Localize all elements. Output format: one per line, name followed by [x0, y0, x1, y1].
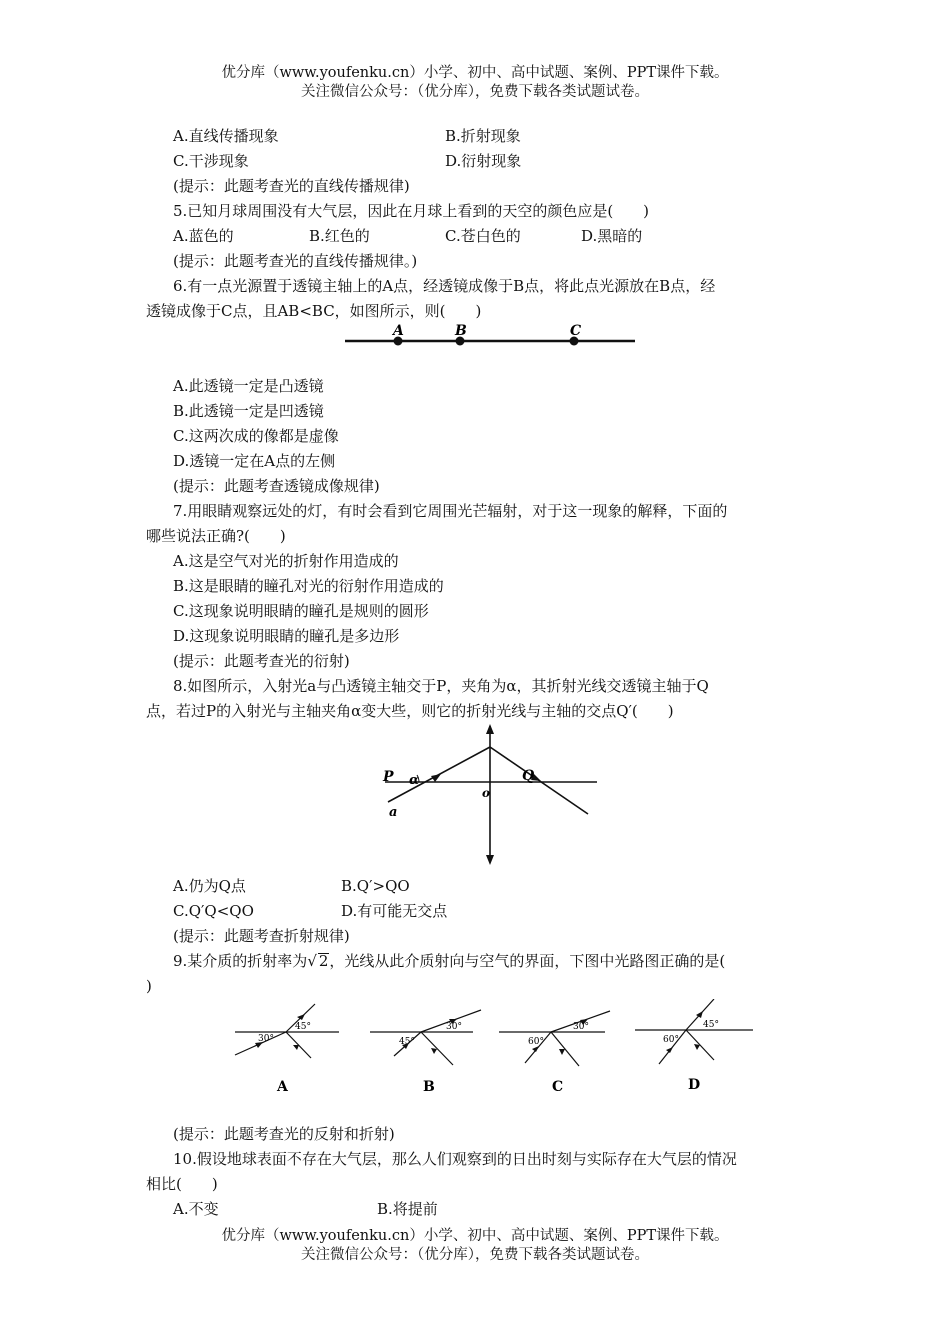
q9-b-reflected-ray — [421, 1032, 453, 1065]
q10-options-row — [173, 1197, 813, 1222]
q9-hint: (提示：此题考查光的反射和折射) — [173, 1125, 395, 1143]
q9-c-label: C — [552, 1079, 564, 1095]
q9-b-angle-right: 30° — [446, 1022, 462, 1032]
q8-option-b: B.Q′>QO — [341, 877, 410, 895]
q4-option-c: C.干涉现象 — [173, 152, 249, 170]
q9-b-label: B — [423, 1079, 435, 1095]
q8-label-o: o — [482, 786, 491, 800]
q9-stem-line-2: ) — [146, 977, 152, 995]
q9-a-arrow-2 — [297, 1014, 305, 1020]
q8-label-q: Q — [522, 768, 535, 784]
q7-option-a: A.这是空气对光的折射作用造成的 — [173, 552, 399, 570]
q9-d-angle-left: 60° — [663, 1035, 679, 1045]
q9-b-arrow-3 — [431, 1048, 437, 1054]
q9-figure — [173, 999, 813, 1122]
q9-stem-after: ，光线从此介质射向与空气的界面，下图中光路图正确的是( — [329, 952, 726, 970]
sqrt-symbol: √ — [307, 952, 317, 970]
q9-c-angle-left: 60° — [528, 1037, 544, 1047]
q7-option-c: C.这现象说明眼睛的瞳孔是规则的圆形 — [173, 602, 429, 620]
q5-options-row — [173, 224, 813, 249]
q8-option-a: A.仍为Q点 — [173, 877, 246, 895]
q5-option-b: B.红色的 — [309, 227, 370, 245]
q9-d-angle-right: 45° — [703, 1020, 719, 1030]
q6-figure — [173, 324, 813, 374]
q9-b-angle-left: 45° — [399, 1037, 415, 1047]
q6-label-b: B — [455, 324, 467, 339]
q9-diagram-b — [370, 1010, 481, 1095]
q9-d-label: D — [688, 1077, 701, 1093]
q4-hint: (提示：此题考查光的直线传播规律) — [173, 177, 410, 195]
q4-option-d: D.衍射现象 — [445, 152, 522, 170]
q7-stem-line-1: 7.用眼睛观察远处的灯，有时会看到它周围光芒辐射，对于这一现象的解释，下面的 — [173, 502, 728, 520]
page-header — [0, 64, 950, 102]
q8-hint: (提示：此题考查折射规律) — [173, 927, 350, 945]
q5-hint: (提示：此题考查光的直线传播规律。) — [173, 252, 418, 270]
q4-options-row-1 — [173, 124, 813, 149]
q7-hint: (提示：此题考查光的衍射) — [173, 652, 350, 670]
q9-d-arrow-3 — [694, 1044, 700, 1050]
q9-stem-before: 9.某介质的折射率为 — [173, 952, 308, 970]
q4-option-b: B.折射现象 — [445, 127, 521, 145]
q8-lens-top-arrow — [486, 724, 494, 734]
q7-option-b: B.这是眼睛的瞳孔对光的衍射作用造成的 — [173, 577, 444, 595]
q6-stem-line-2: 透镜成像于C点，且AB<BC，如图所示，则( ) — [146, 302, 482, 320]
q6-option-b: B.此透镜一定是凹透镜 — [173, 402, 324, 420]
question-body — [146, 124, 813, 1222]
q9-stem-line-1 — [173, 949, 813, 974]
q9-a-angle-right: 45° — [295, 1022, 311, 1032]
q5-option-d: D.黑暗的 — [581, 227, 643, 245]
q9-diagrams — [173, 999, 813, 1122]
q6-label-a: A — [393, 324, 404, 339]
q9-a-angle-left: 30° — [258, 1034, 274, 1044]
q8-lens-bottom-arrow — [486, 855, 494, 865]
q8-label-alpha: α — [409, 773, 420, 788]
footer-line-2: 关注微信公众号：（优分库），免费下载各类试题试卷。 — [301, 1247, 649, 1263]
q6-option-a: A.此透镜一定是凸透镜 — [173, 377, 324, 395]
q10-option-a: A.不变 — [173, 1200, 219, 1218]
q8-lens-diagram — [173, 724, 813, 874]
q8-options-row-1 — [173, 874, 813, 899]
q9-sqrt-value: 2 — [318, 952, 329, 970]
q10-stem-line-1: 10.假设地球表面不存在大气层，那么人们观察到的日出时刻与实际存在大气层的情况 — [173, 1150, 737, 1168]
q8-option-d: D.有可能无交点 — [341, 902, 448, 920]
q6-hint: (提示：此题考查透镜成像规律) — [173, 477, 380, 495]
q6-option-c: C.这两次成的像都是虚像 — [173, 427, 339, 445]
q8-figure — [173, 724, 813, 874]
q5-option-c: C.苍白色的 — [445, 227, 521, 245]
q6-stem-line-1: 6.有一点光源置于透镜主轴上的A点，经透镜成像于B点，将此点光源放在B点，经 — [173, 277, 716, 295]
q5-option-a: A.蓝色的 — [173, 227, 234, 245]
q9-d-arrow-1 — [666, 1047, 673, 1053]
q9-a-arrow-3 — [293, 1045, 299, 1050]
q4-option-a: A.直线传播现象 — [173, 127, 279, 145]
q8-option-c: C.Q′Q<QO — [173, 902, 254, 920]
q8-options-row-2 — [173, 899, 813, 924]
q8-stem-line-1: 8.如图所示，入射光a与凸透镜主轴交于P，夹角为α，其折射光线交透镜主轴于Q — [173, 677, 709, 695]
q7-option-d: D.这现象说明眼睛的瞳孔是多边形 — [173, 627, 400, 645]
q7-stem-line-2: 哪些说法正确?( ) — [146, 527, 286, 545]
q6-axis-diagram — [173, 324, 813, 374]
q9-c-angle-right: 30° — [573, 1022, 589, 1032]
q9-c-arrow-3 — [559, 1049, 565, 1055]
q10-option-b: B.将提前 — [377, 1200, 438, 1218]
header-line-2: 关注微信公众号：（优分库），免费下载各类试题试卷。 — [301, 84, 649, 100]
page-footer — [0, 1227, 950, 1265]
q5-stem: 5.已知月球周围没有大气层，因此在月球上看到的天空的颜色应是( ) — [173, 202, 650, 220]
q10-stem-line-2: 相比( ) — [146, 1175, 218, 1193]
q9-diagram-d — [635, 999, 753, 1093]
q6-option-d: D.透镜一定在A点的左侧 — [173, 452, 336, 470]
q9-diagram-c — [499, 1011, 610, 1095]
q8-incident-arrow — [431, 774, 441, 782]
q8-label-a: a — [389, 805, 398, 820]
q8-stem-line-2: 点，若过P的入射光与主轴夹角α变大些，则它的折射光线与主轴的交点Q′( ) — [146, 702, 674, 720]
q6-label-c: C — [570, 324, 582, 339]
q9-diagram-a — [235, 1004, 339, 1095]
q9-a-label: A — [277, 1079, 288, 1095]
q8-label-p: P — [383, 769, 394, 785]
footer-line-1: 优分库（www.youfenku.cn）小学、初中、高中试题、案例、PPT课件下载。 — [221, 1228, 729, 1244]
q4-options-row-2 — [173, 149, 813, 174]
header-line-1: 优分库（www.youfenku.cn）小学、初中、高中试题、案例、PPT课件下载。 — [221, 65, 729, 81]
